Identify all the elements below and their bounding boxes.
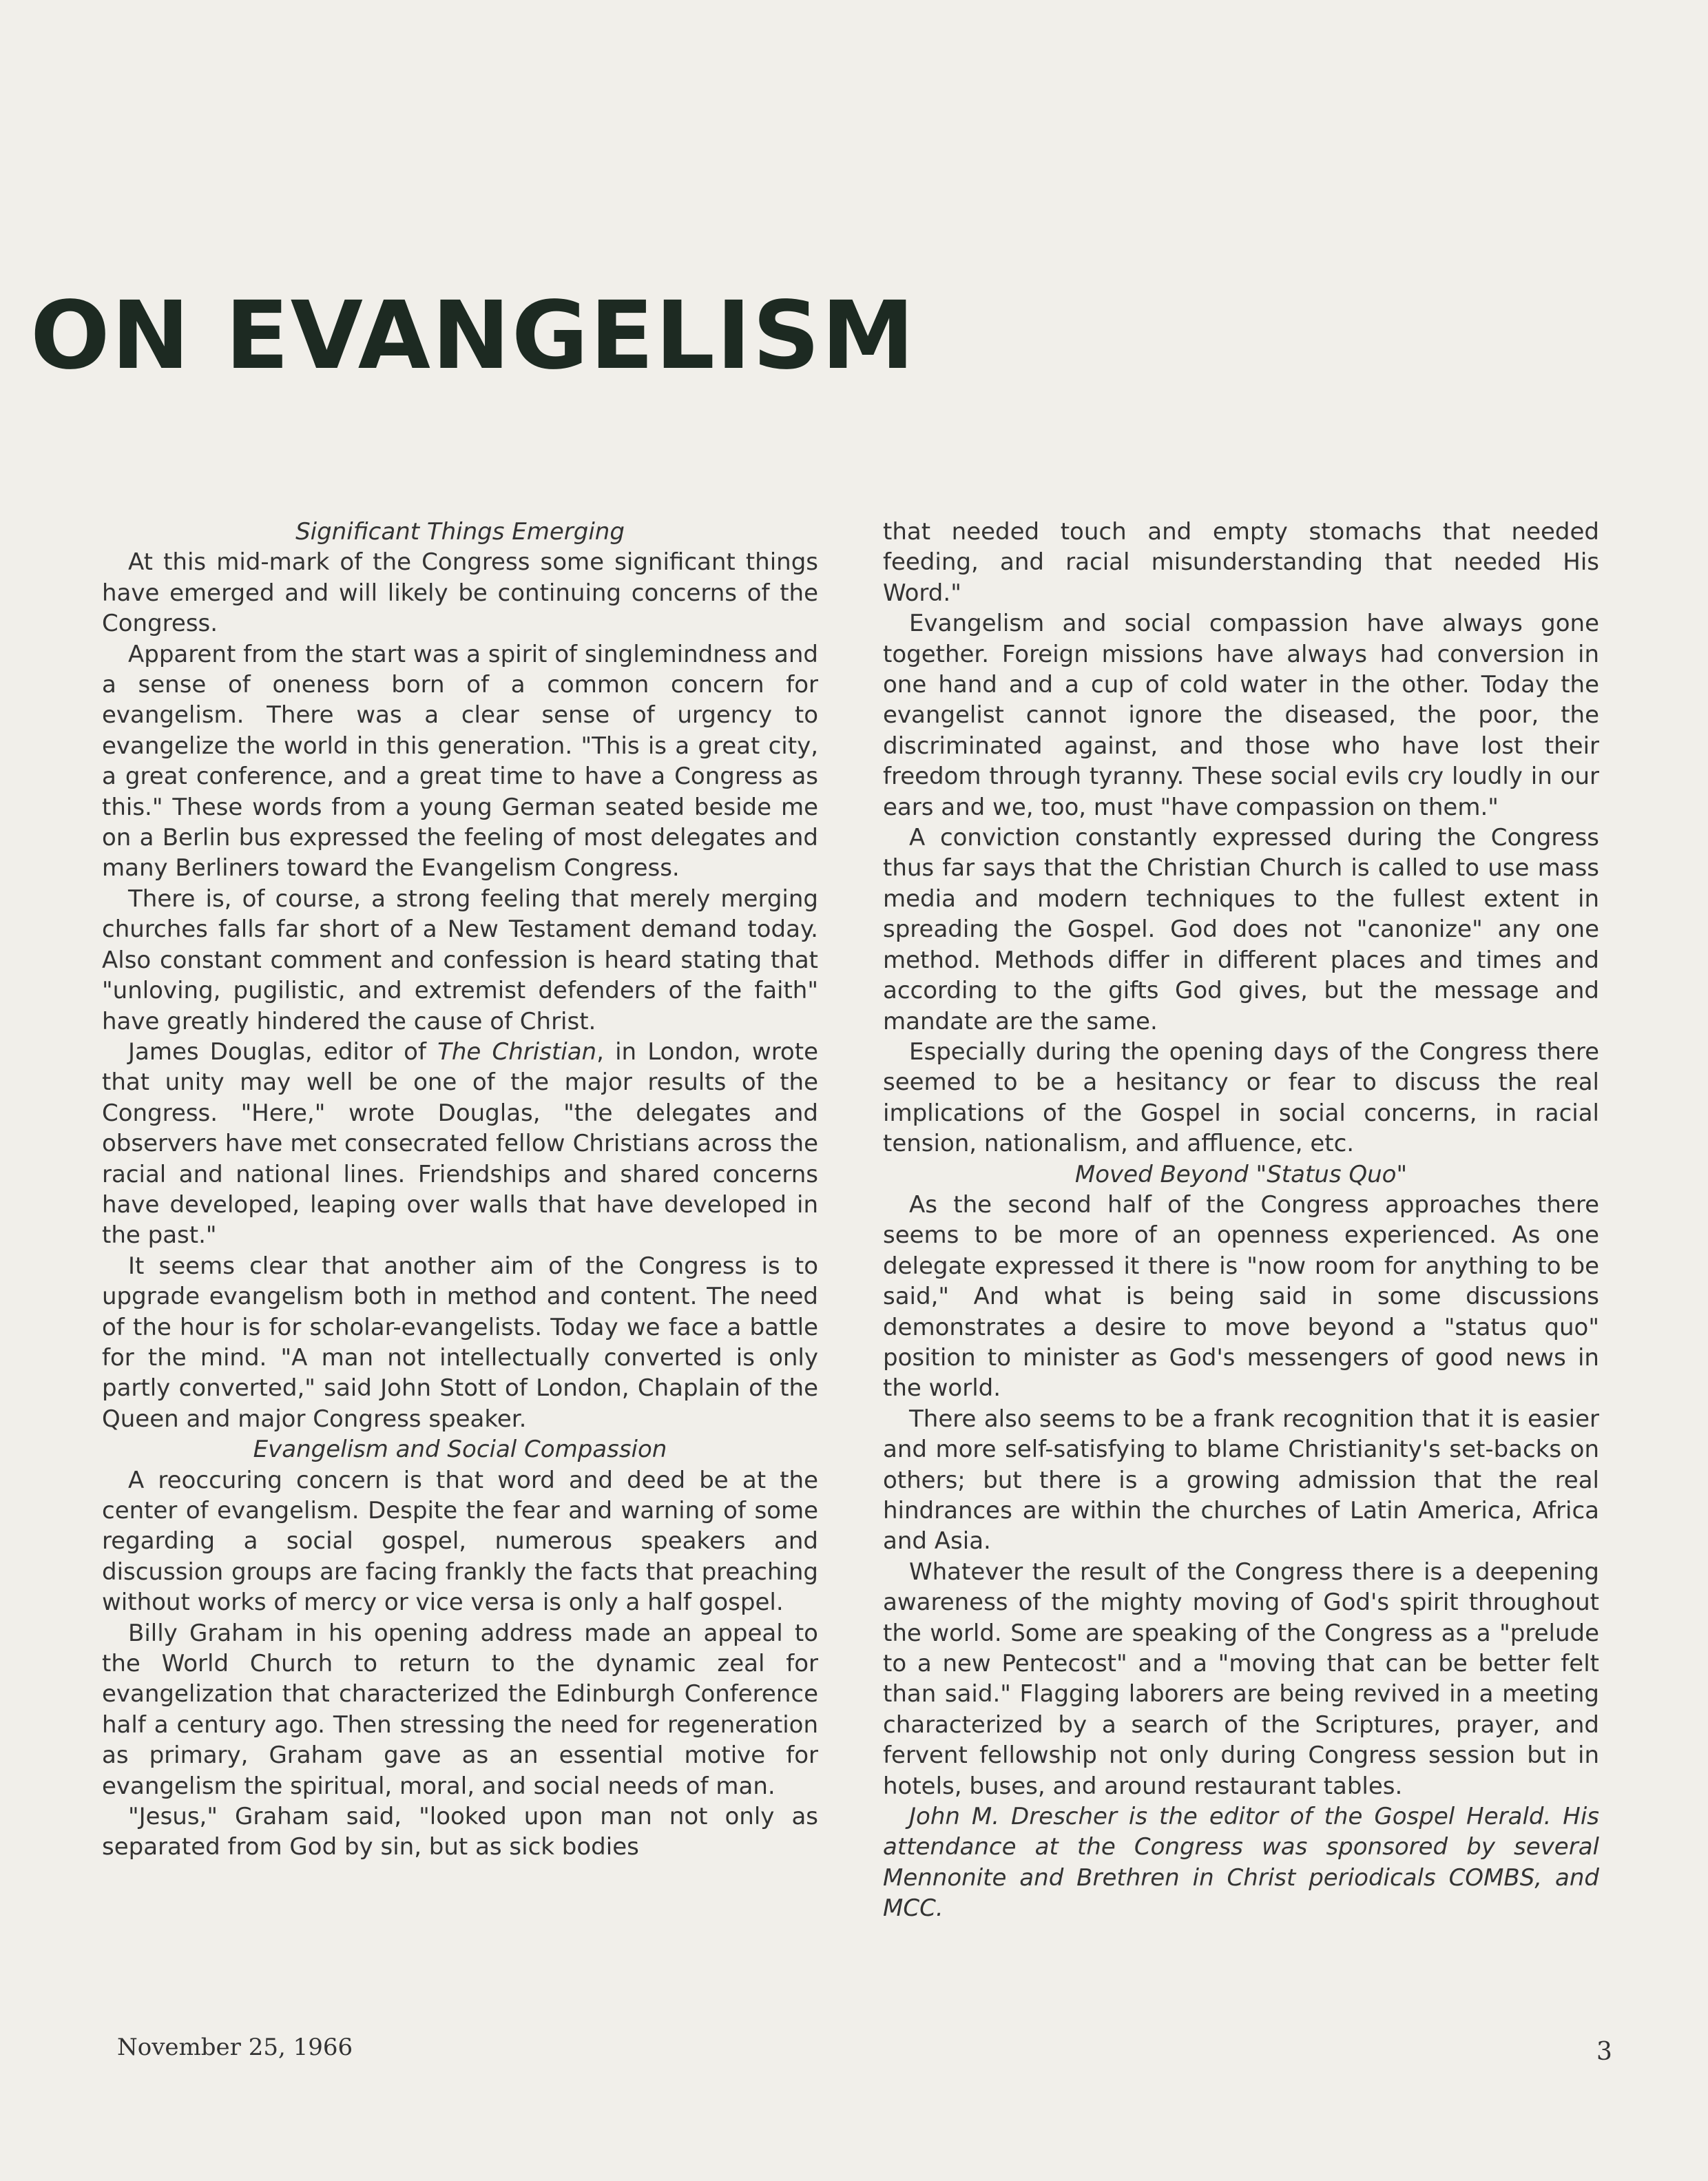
right-column [883,517,1599,1924]
section-heading: Moved Beyond "Status Quo" [1074,1160,1408,1188]
paragraph: There also seems to be a frank recognition that it is easier and more self-satisfying to blame Christianity's set-backs on others; but there is a growing admission that the real hindrances are within the churches of Latin America, Africa and Asia. [883,1405,1599,1555]
section-heading: Evangelism and Social Compassion [253,1436,667,1464]
paragraph: Especially during the opening days of the Congress there seemed to be a hesitancy or fear to discuss the real implications of the Gospel in social concerns, in racial tension, nationalism, and affluence, etc. [883,1037,1599,1158]
left-column [102,517,818,1863]
paragraph: Apparent from the start was a spirit of singlemindness and a sense of oneness born of a common concern for evangelism. There was a clear sense of urgency to evangelize the world in this generation. "This is a great city, a great conference, and a great time to have a Congress as this." These words from a young German seated beside me on a Berlin bus expressed the feeling of most delegates and many Berliners toward the Evangelism Congress. [102,640,818,882]
section-heading: Significant Things Emerging [295,518,625,546]
page-title: ON EVANGELISM [30,282,916,391]
paragraph: "Jesus," Graham said, "looked upon man not only as separated from God by sin, but as sick bodies [102,1803,818,1861]
page-number: 3 [1596,2038,1612,2066]
paragraph: As the second half of the Congress approaches there seems to be more of an openness experienced. As one delegate expressed it there is "now room for anything to be said," And what is being said in some discussions demonstrates a desire to move beyond a "status quo" position to minister as God's messengers of good news in the world. [883,1190,1599,1403]
paragraph-text: James Douglas, editor of [128,1037,438,1066]
paragraph: A conviction constantly expressed during the Congress thus far says that the Christian Church is called to use mass media and modern techniques to the fullest extent in spreading the Gospel. God does not "canonize" any one method. Methods differ in different places and times and according to the gifts God gives, but the message and mandate are the same. [883,824,1599,1035]
paragraph-text: , in London, wrote that unity may well be one of the major results of the Congress. "Here," wrote Douglas, "the delegates and observers have met consecrated fellow Christians across the racial and national lines. Friendships and shared concerns have developed, leaping over walls that have developed in the past." [102,1037,818,1250]
author-byline: John M. Drescher is the editor of the Gospel Herald. His attendance at the Congress was sponsored by several Mennonite and Brethren in Christ periodicals COMBS, and MCC. [883,1803,1599,1923]
publication-title: The Christian [437,1037,597,1066]
paragraph: Whatever the result of the Congress there is a deepening awareness of the mighty moving of God's spirit throughout the world. Some are speaking of the Congress as a "prelude to a new Pentecost" and a "moving that can be better felt than said." Flagging laborers are being revived in a meeting characterized by a search of the Scriptures, prayer, and fervent fellowship not only during Congress session but in hotels, buses, and around restaurant tables. [883,1558,1599,1800]
paragraph: There is, of course, a strong feeling that merely merging churches falls far short of a New Testament demand today. Also constant comment and confession is heard stating that "unloving, pugilistic, and extremist defenders of the faith" have greatly hindered the cause of Christ. [102,885,818,1035]
paragraph: Billy Graham in his opening address made an appeal to the World Church to return to the dynamic zeal for evangelization that characterized the Edinburgh Conference half a century ago. Then stressing the need for regeneration as primary, Graham gave as an essential motive for evangelism the spiritual, moral, and social needs of man. [102,1619,818,1800]
paragraph: A reoccuring concern is that word and deed be at the center of evangelism. Despite the fear and warning of some regarding a social gospel, numerous speakers and discussion groups are facing frankly the facts that preaching without works of mercy or vice versa is only a half gospel. [102,1466,818,1617]
paragraph [102,1037,818,1251]
paragraph: At this mid-mark of the Congress some significant things have emerged and will likely be continuing concerns of the Congress. [102,548,818,638]
footer-date: November 25, 1966 [117,2034,353,2061]
paragraph-continued: that needed touch and empty stomachs that needed feeding, and racial misunderstanding that needed His Word." [883,518,1599,607]
paragraph: Evangelism and social compassion have always gone together. Foreign missions have always had conversion in one hand and a cup of cold water in the other. Today the evangelist cannot ignore the diseased, the poor, the discriminated against, and those who have lost their freedom through tyranny. These social evils cry loudly in our ears and we, too, must "have compassion on them." [883,610,1599,821]
paragraph: It seems clear that another aim of the Congress is to upgrade evangelism both in method and content. The need of the hour is for scholar-evangelists. Today we face a battle for the mind. "A man not intellectually converted is only partly converted," said John Stott of London, Chaplain of the Queen and major Congress speaker. [102,1252,818,1433]
